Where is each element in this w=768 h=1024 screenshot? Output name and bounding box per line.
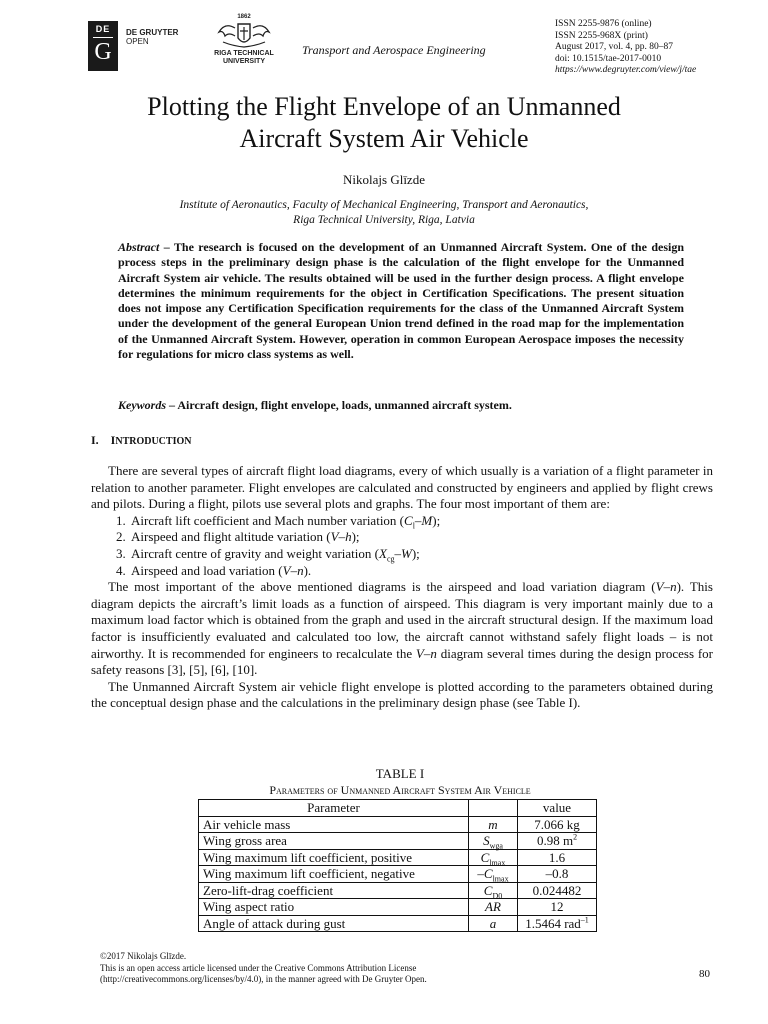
table-subtitle: Parameters of Unmanned Aircraft System Air Vehicle bbox=[269, 783, 531, 797]
journal-name: Transport and Aerospace Engineering bbox=[302, 43, 486, 57]
table-row: Angle of attack during gust a 1.5464 rad$^{-1}$ bbox=[199, 915, 597, 932]
section-heading: I. INTRODUCTION bbox=[91, 433, 192, 447]
paragraph: The most important of the above mentioned diagrams is the airspeed and load variation diagram (V–n). This diagram depicts the aircraft’s limit loads as a function of airspeed. This diagram is very important mainly due to a maximum load factor which is obtained from the graph and used in the aircraft structural design. If the maximum load factor is insufficiently evaluated and calculated too low, the aircraft cannot withstand safely flight loads – is not airworthy. It is recommended for engineers to recalculate the V–n diagram several times during the design process for safety reasons [3], [5], [6], [10]. bbox=[91, 579, 713, 678]
keywords bbox=[118, 398, 684, 413]
table-caption: TABLE I bbox=[375, 766, 425, 781]
copyright: ©2017 Nikolajs Glīzde. bbox=[100, 951, 187, 961]
keywords-text: – Aircraft design, flight envelope, loads, unmanned aircraft system. bbox=[166, 398, 512, 412]
publisher-logo bbox=[88, 21, 118, 71]
parameters-table bbox=[198, 799, 597, 932]
paragraph: There are several types of aircraft flight load diagrams, every of which usually is a variation of a flight parameter in relation to another parameter. Flight envelopes are calculated and constructed by engineers and applied by flight crews and pilots. During a flight, pilots use several plots and graphs. The four most important of them are: bbox=[91, 463, 713, 512]
issn-block: ISSN 2255-9876 (online) ISSN 2255-968X (print) August 2017, vol. 4, pp. 80–87 doi: 10.1515/tae-2017-0010 https://www.degruyter.com/view/j/tae bbox=[555, 19, 697, 75]
crest-icon bbox=[213, 20, 275, 50]
keywords-label: Keywords bbox=[118, 398, 166, 412]
plot-list bbox=[91, 513, 713, 579]
table-header-row bbox=[199, 800, 597, 817]
list-item: 2. Airspeed and flight altitude variation (V–h); bbox=[129, 529, 713, 546]
abstract-label: Abstract bbox=[118, 240, 160, 254]
journal-url[interactable]: https://www.degruyter.com/view/j/tae bbox=[555, 65, 697, 75]
abstract-text: – The research is focused on the development of an Unmanned Aircraft System. One of the design process steps in the preliminary design phase is the calculation of the flight envelope for the Unmanned Aircraft System air vehicle. The results obtained will be used in the further design process. A flight envelope determines the minimum requirements for the object in Certification Specifications. The present situation does not impose any Certification Specification requirements for the class of the Unmanned Aircraft System under the development of the general European Union trend defined in the road map for the implementation of the Unmanned Aircraft System. However, operation in common European Aerospace imposes the necessity for regulations for micro class systems as well. bbox=[118, 240, 684, 362]
list-item: 4. Airspeed and load variation (V–n). bbox=[129, 563, 713, 580]
table-row: Wing maximum lift coefficient, positive $C_{lmax}$ 1.6 bbox=[199, 849, 597, 866]
table-row: Air vehicle mass m 7.066 kg bbox=[199, 816, 597, 833]
publisher-name: DE GRUYTER OPEN bbox=[126, 28, 179, 46]
paper-title: Plotting the Flight Envelope of an Unmanned Aircraft System Air Vehicle bbox=[147, 92, 621, 153]
university-year: 1862 bbox=[237, 14, 251, 20]
affiliation: Institute of Aeronautics, Faculty of Mechanical Engineering, Transport and Aeronautics, Riga Technical University, Riga, Latvia bbox=[179, 199, 589, 226]
university-name: RIGA TECHNICAL UNIVERSITY bbox=[214, 50, 274, 65]
list-item: 1. Aircraft lift coefficient and Mach number variation $(C_l-M)$; bbox=[129, 513, 713, 530]
page-number: 80 bbox=[699, 968, 710, 980]
publisher-logo-top: DE bbox=[95, 24, 111, 34]
table-row: Wing aspect ratio AR 12 bbox=[199, 899, 597, 916]
author-name: Nikolajs Glīzde bbox=[343, 172, 425, 187]
abstract bbox=[118, 240, 684, 362]
header-cell: value bbox=[518, 800, 597, 817]
body-text bbox=[91, 463, 713, 712]
list-item: 3. Aircraft centre of gravity and weight variation $(X_{cg}-W)$; bbox=[129, 546, 713, 563]
table-row: Wing gross area $S_{wga}$ 0.98 $m^2$ bbox=[199, 833, 597, 850]
license-footer: ©2017 Nikolajs Glīzde. This is an open access article licensed under the Creative Commons Attribution License (http://creativecommons.org/licenses/by/4.0), in the manner agreed with De Gruyter Open. bbox=[100, 951, 427, 984]
publisher-logo-letter: G bbox=[94, 39, 112, 65]
header-cell bbox=[469, 800, 518, 817]
paragraph: The Unmanned Aircraft System air vehicle flight envelope is plotted according to the parameters obtained during the conceptual design phase and the calculations in the preliminary design phase (see Table I). bbox=[91, 678, 713, 711]
table-row: Zero-lift-drag coefficient $C_{D0}$ 0.024482 bbox=[199, 882, 597, 899]
table-row: Wing maximum lift coefficient, negative $-C_{lmax}$ –0.8 bbox=[199, 866, 597, 883]
university-logo bbox=[205, 14, 283, 66]
header-cell: Parameter bbox=[199, 800, 469, 817]
